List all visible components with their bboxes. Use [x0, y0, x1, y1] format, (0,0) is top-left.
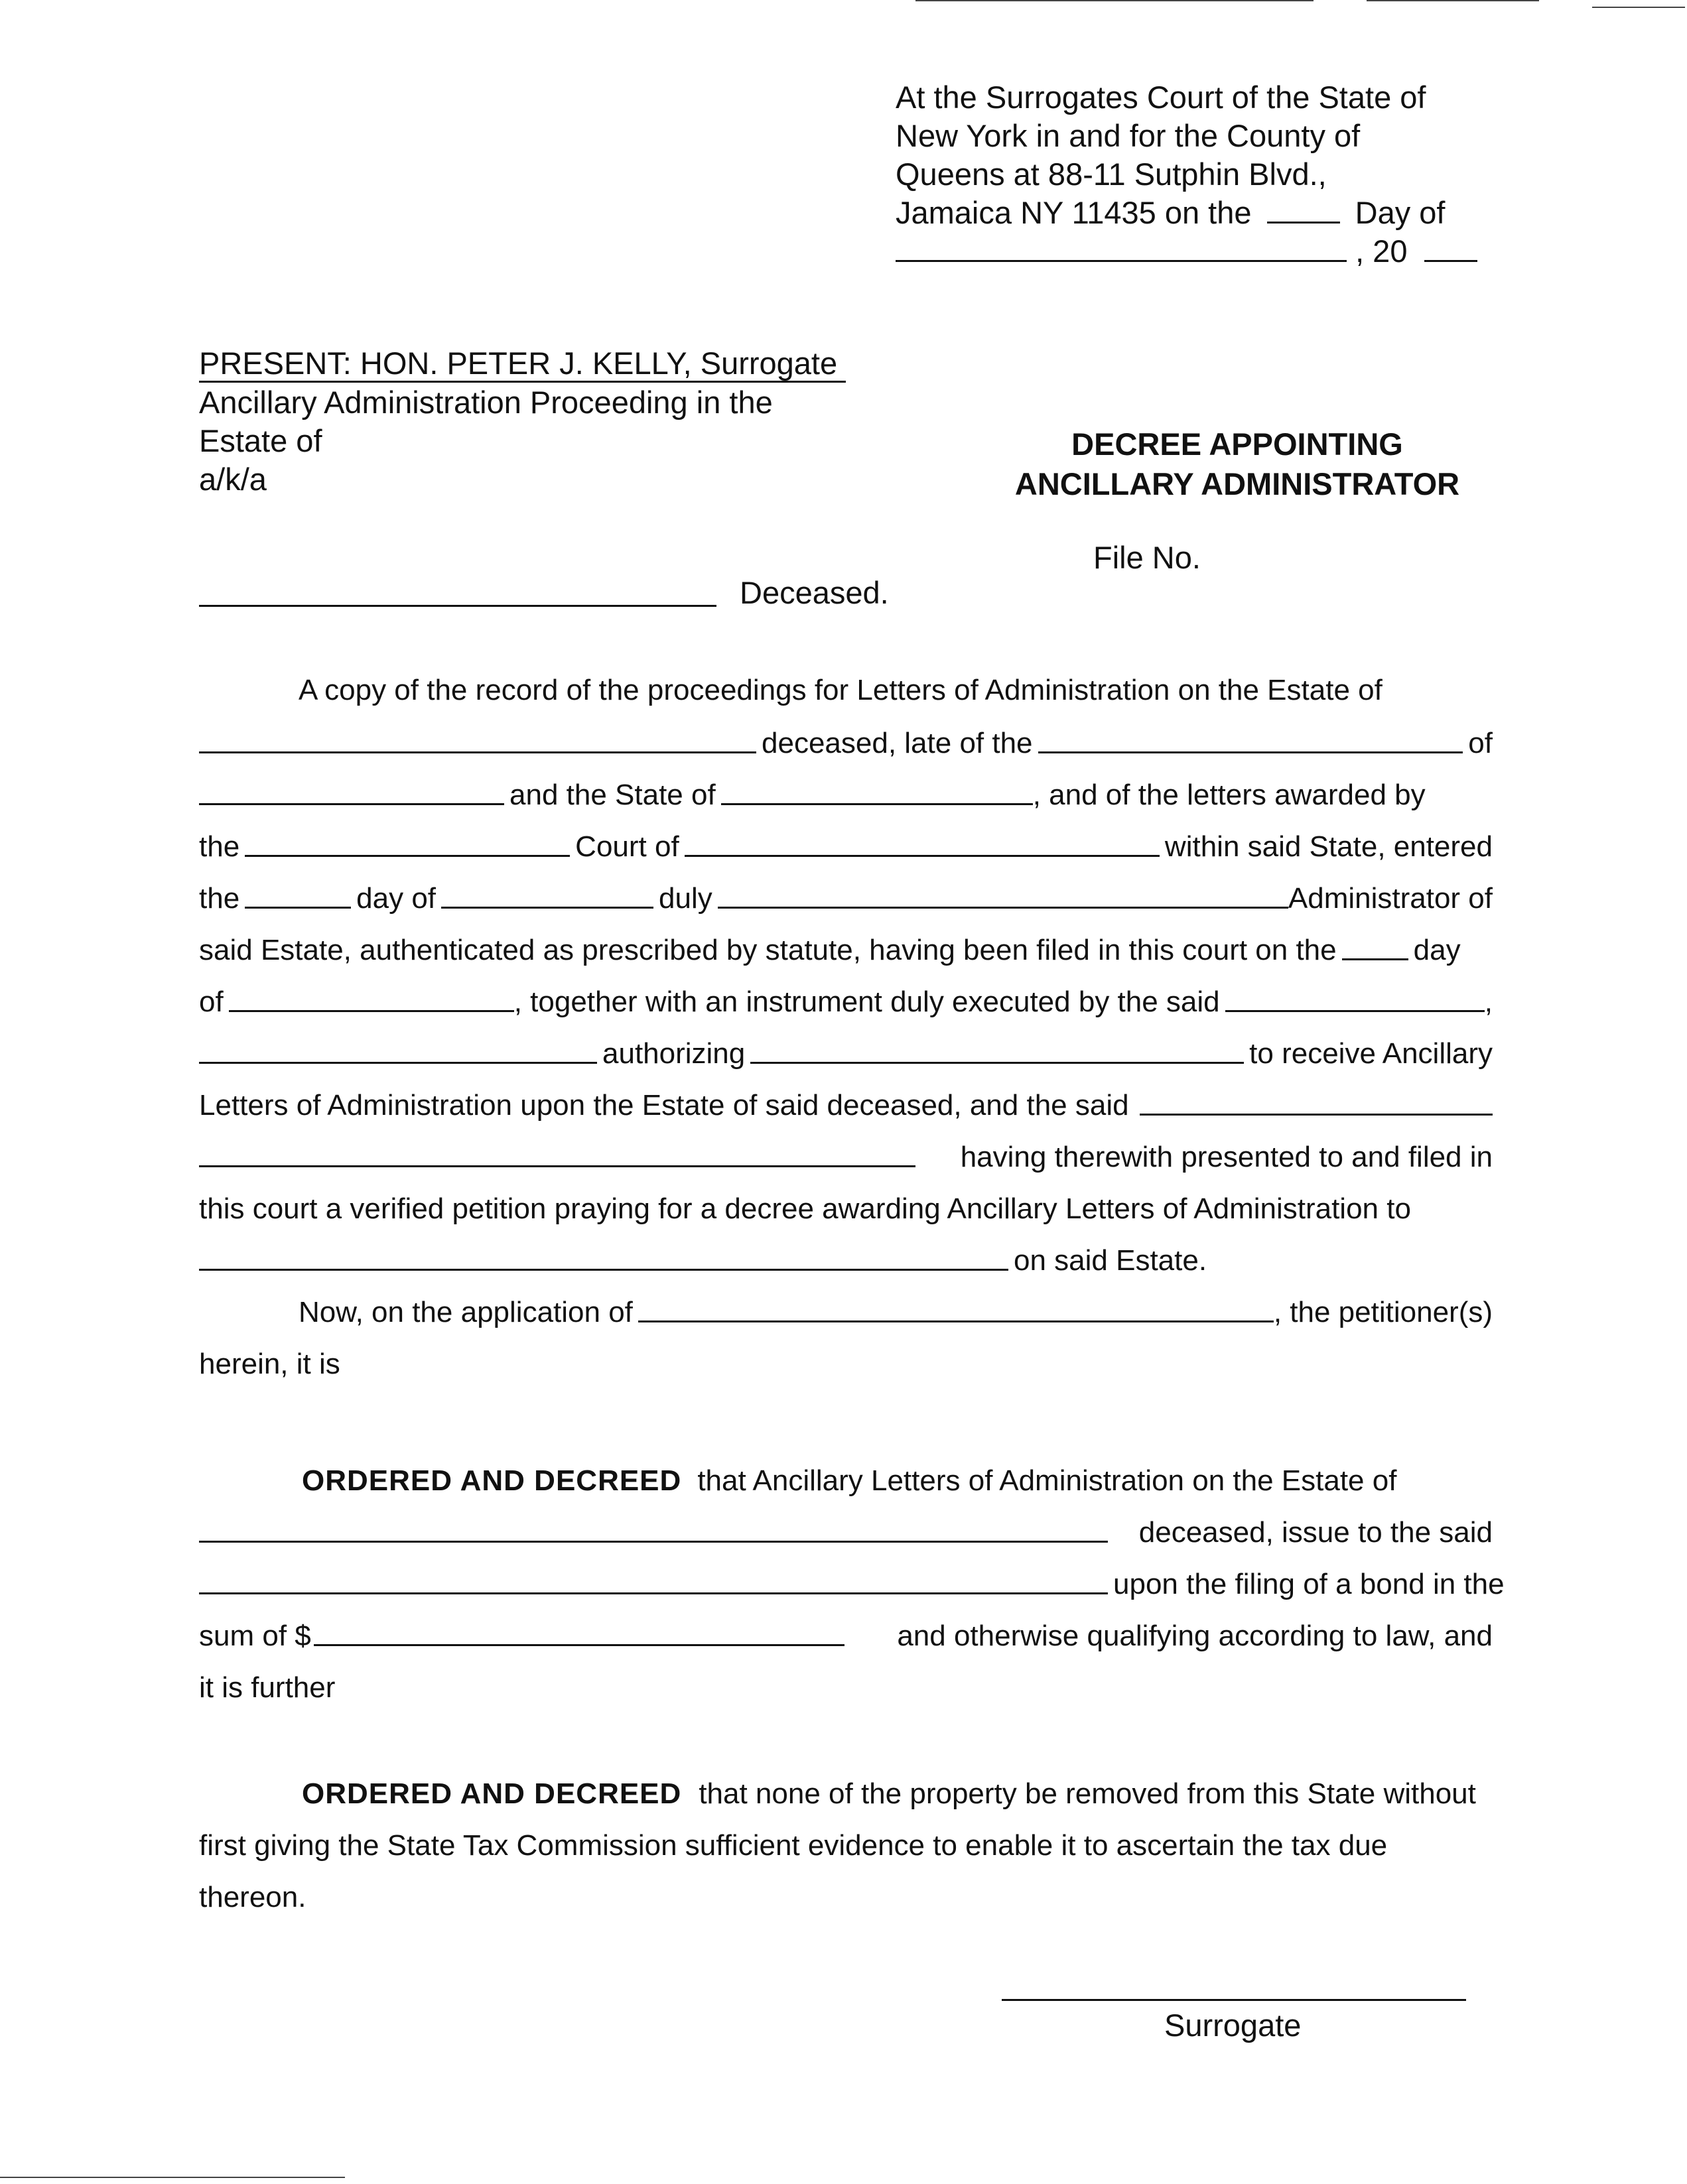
caption-day-of: Day of: [1355, 195, 1446, 230]
county-blank[interactable]: [199, 803, 504, 805]
estate-of-blank[interactable]: [199, 1541, 1108, 1543]
p1-line7-c: ,: [1484, 986, 1493, 1018]
applicant-blank[interactable]: [638, 1320, 1274, 1322]
p1-line1-text: A copy of the record of the proceedings for Letters of Administration on the Estate of: [299, 674, 1383, 706]
filed-day-blank[interactable]: [1342, 958, 1408, 960]
administrator-name-blank[interactable]: [718, 907, 1288, 909]
body-line-5: [199, 878, 1493, 915]
month-blank[interactable]: [896, 235, 1347, 262]
p2-line1-b: , the petitioner(s): [1273, 1296, 1493, 1328]
title-line-2: ANCILLARY ADMINISTRATOR: [1014, 466, 1460, 501]
authorized-person-blank[interactable]: [750, 1062, 1244, 1064]
p2-line2-text: herein, it is: [199, 1348, 340, 1380]
body-line-18: [199, 1616, 1493, 1653]
estate-name-blank[interactable]: [199, 751, 756, 753]
caption-line-5: [896, 232, 1477, 271]
p1-line4-c: within said State, entered: [1164, 830, 1493, 863]
scan-artifact-top-3: [1592, 7, 1685, 8]
late-of-blank[interactable]: [1038, 751, 1463, 753]
body-line-3: [199, 775, 1493, 812]
scan-artifact-bottom: [0, 2177, 345, 2178]
year-blank[interactable]: [1424, 235, 1477, 262]
day-blank[interactable]: [1267, 196, 1340, 224]
p3-line2-text: deceased, issue to the said: [1138, 1516, 1493, 1549]
decree-title: [992, 424, 1483, 504]
file-number-label: File No.: [1093, 540, 1201, 575]
p4-line3-text: thereon.: [199, 1881, 306, 1913]
court-location-blank[interactable]: [685, 855, 1160, 857]
title-line-1: DECREE APPOINTING: [1071, 426, 1403, 462]
body-line-4: [199, 826, 1493, 864]
body-line-1: [199, 670, 1493, 707]
p3-line1-text: that Ancillary Letters of Administration on the Estate of: [697, 1464, 1397, 1497]
p1-line7-a: of: [199, 986, 224, 1018]
proceeding-line-1: Ancillary Administration Proceeding in the: [199, 385, 773, 420]
caption-line-4-text: Jamaica NY 11435 on the: [896, 195, 1252, 230]
bond-amount-blank[interactable]: [314, 1644, 844, 1646]
body-line-22: [199, 1877, 1493, 1914]
entered-day-blank[interactable]: [245, 907, 351, 909]
body-line-13: [199, 1292, 1493, 1329]
scan-artifact-top-2: [1367, 0, 1539, 1]
issue-to-blank[interactable]: [199, 1592, 1108, 1594]
present-line: [199, 346, 846, 383]
p1-line2-a: deceased, late of the: [762, 727, 1033, 759]
body-line-10: [199, 1137, 1493, 1174]
caption-year-prefix: , 20: [1355, 233, 1408, 269]
body-line-19: [199, 1667, 1493, 1704]
p1-line5-a: the: [199, 882, 240, 915]
award-to-blank[interactable]: [199, 1269, 1008, 1271]
entered-month-blank[interactable]: [441, 907, 653, 909]
p1-line4-b: Court of: [575, 830, 679, 863]
p1-line4-a: the: [199, 830, 240, 863]
body-line-6: [199, 930, 1493, 967]
court-caption: [896, 78, 1477, 271]
ordered-decreed-1: ORDERED AND DECREED: [302, 1464, 682, 1497]
p1-line6-b: day: [1413, 934, 1461, 966]
body-line-8: [199, 1033, 1493, 1070]
body-line-20: [199, 1773, 1493, 1811]
signature-line[interactable]: [1002, 1999, 1466, 2001]
p1-line8-a: authorizing: [602, 1037, 746, 1070]
p3-line5-text: it is further: [199, 1671, 336, 1704]
proceeding-line-2: Estate of: [199, 423, 322, 458]
body-line-11: [199, 1188, 1493, 1226]
court-name-blank[interactable]: [245, 855, 570, 857]
aka-label: a/k/a: [199, 462, 267, 497]
petitioner-name-blank[interactable]: [199, 1165, 915, 1167]
deceased-label: Deceased.: [740, 575, 889, 610]
p1-line11-text: this court a verified petition praying for a decree awarding Ancillary Letters of Administration to: [199, 1192, 1411, 1225]
body-line-9: [199, 1085, 1493, 1122]
p1-line9-text: Letters of Administration upon the Estate of said deceased, and the said: [199, 1089, 1129, 1122]
said-person-blank[interactable]: [1140, 1114, 1493, 1116]
p1-line8-b: to receive Ancillary: [1249, 1037, 1493, 1070]
body-line-15: [199, 1460, 1493, 1498]
p1-line5-b: day of: [356, 882, 437, 915]
p3-line3-text: upon the filing of a bond in the: [1113, 1568, 1505, 1600]
p3-line4-b: and otherwise qualifying according to law, and: [897, 1620, 1493, 1652]
caption-line-4: [896, 194, 1477, 232]
caption-line-1: At the Surrogates Court of the State of: [896, 80, 1426, 115]
authorizer-blank[interactable]: [199, 1062, 597, 1064]
body-line-16: [199, 1512, 1493, 1549]
filed-month-blank[interactable]: [229, 1010, 514, 1012]
p4-line1-text: that none of the property be removed from this State without: [699, 1777, 1476, 1810]
executed-by-blank[interactable]: [1225, 1010, 1485, 1012]
p1-line6-a: said Estate, authenticated as prescribed by statute, having been filed in this court on the: [199, 934, 1337, 966]
p1-line5-c: duly: [659, 882, 712, 915]
p1-line7-b: , together with an instrument duly executed by the said: [513, 986, 1220, 1018]
caption-line-2: New York in and for the County of: [896, 118, 1361, 153]
caption-line-3: Queens at 88-11 Sutphin Blvd.,: [896, 157, 1327, 192]
p4-line2-text: first giving the State Tax Commission sufficient evidence to enable it to ascertain the tax due: [199, 1829, 1388, 1862]
p2-line1-a: Now, on the application of: [299, 1296, 633, 1328]
body-line-7: [199, 982, 1493, 1019]
surrogate-label: Surrogate: [1164, 2008, 1302, 2043]
present-text: PRESENT: HON. PETER J. KELLY, Surrogate: [199, 346, 838, 381]
body-line-21: [199, 1825, 1493, 1862]
body-line-17: [199, 1564, 1505, 1601]
p1-line5-d: Administrator of: [1288, 882, 1493, 915]
p1-line10-text: having therewith presented to and filed in: [960, 1141, 1493, 1173]
p1-line12-text: on said Estate.: [1014, 1244, 1207, 1277]
p1-line3-a: and the State of: [509, 779, 716, 811]
body-line-2: [199, 723, 1493, 760]
scan-artifact-top-1: [915, 0, 1314, 1]
state-blank[interactable]: [721, 803, 1033, 805]
body-line-12: [199, 1240, 1493, 1277]
decedent-name-blank[interactable]: [199, 570, 716, 607]
ordered-decreed-2: ORDERED AND DECREED: [302, 1777, 682, 1810]
p1-line2-b: of: [1468, 727, 1493, 759]
p1-line3-b: , and of the letters awarded by: [1032, 779, 1426, 811]
p3-line4-a: sum of $: [199, 1620, 311, 1652]
body-line-14: [199, 1344, 1493, 1381]
